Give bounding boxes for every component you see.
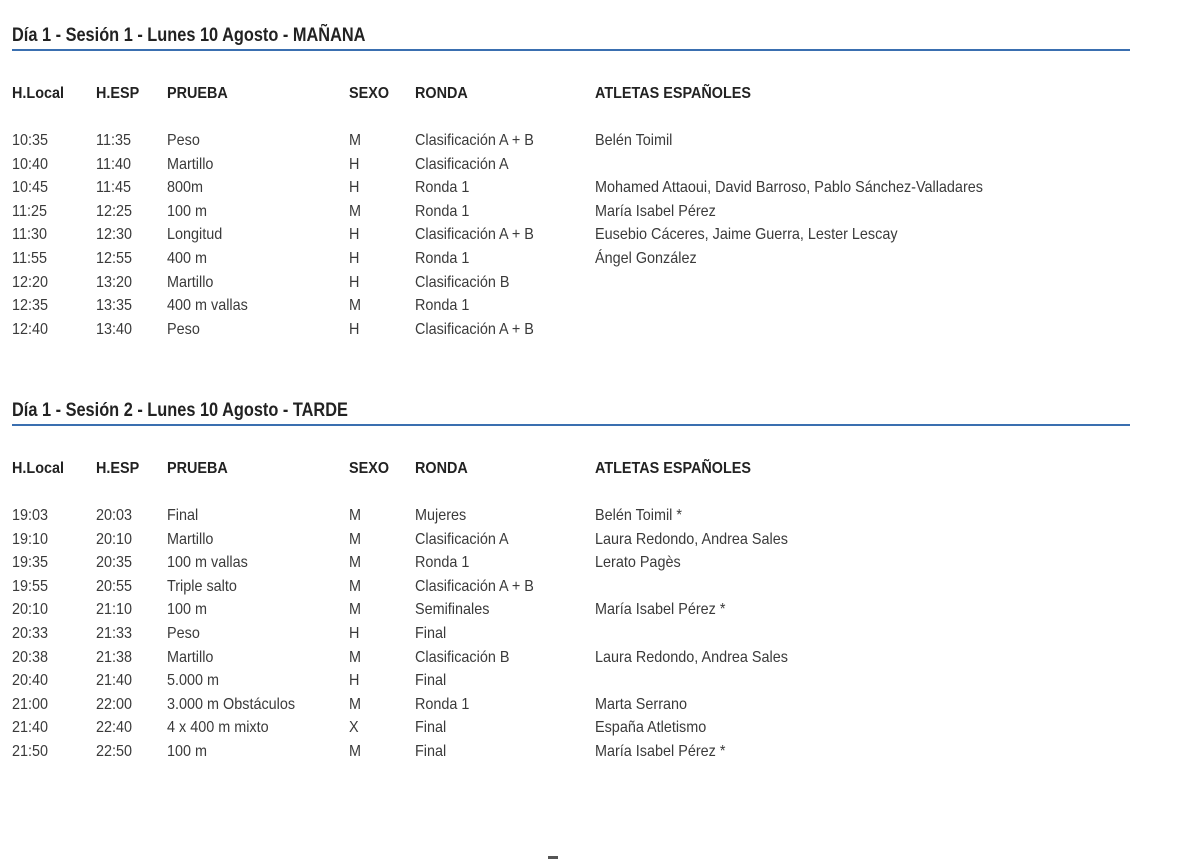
cell-atletas: Marta Serrano xyxy=(595,695,688,713)
table-row xyxy=(12,202,1130,226)
cell-h-esp: 21:40 xyxy=(96,672,133,690)
session-title: Día 1 - Sesión 2 - Lunes 10 Agosto - TARDE xyxy=(12,400,348,421)
cell-h-esp: 12:30 xyxy=(96,226,133,244)
cell-h-esp: 20:55 xyxy=(96,577,133,595)
header-h-esp: H.ESP xyxy=(96,460,140,477)
cell-h-local: 11:25 xyxy=(12,202,47,220)
header-sexo: SEXO xyxy=(349,460,390,477)
cell-sexo: M xyxy=(349,530,361,548)
cell-sexo: M xyxy=(349,648,361,666)
cell-prueba: 100 m xyxy=(167,601,208,619)
cell-h-esp: 12:25 xyxy=(96,202,133,220)
cell-sexo: M xyxy=(349,601,361,619)
cell-atletas: María Isabel Pérez * xyxy=(595,601,726,619)
cell-sexo: M xyxy=(349,507,361,524)
cell-atletas: Belén Toimil * xyxy=(595,507,682,524)
table-row xyxy=(12,273,1130,297)
cell-ronda: Clasificación A + B xyxy=(415,577,534,595)
cell-h-local: 21:00 xyxy=(12,695,49,713)
cell-ronda: Clasificación A xyxy=(415,155,509,173)
cell-h-local: 21:40 xyxy=(12,719,49,737)
cell-prueba: Martillo xyxy=(167,648,214,666)
cell-sexo: H xyxy=(349,155,360,173)
header-atletas: ATLETAS ESPAÑOLES xyxy=(595,85,752,102)
cell-prueba: Triple salto xyxy=(167,577,237,595)
cell-h-esp: 13:20 xyxy=(96,273,133,291)
cell-sexo: M xyxy=(349,202,361,220)
cell-ronda: Final xyxy=(415,719,447,737)
cell-atletas: Laura Redondo, Andrea Sales xyxy=(595,648,788,666)
table-row xyxy=(12,718,1130,742)
cell-h-local: 10:40 xyxy=(12,155,49,173)
cell-prueba: 400 m xyxy=(167,249,208,267)
cell-ronda: Ronda 1 xyxy=(415,202,470,220)
table-row xyxy=(12,178,1130,202)
cell-h-local: 20:10 xyxy=(12,601,49,619)
table-row xyxy=(12,506,1130,530)
cell-ronda: Mujeres xyxy=(415,507,467,524)
cell-atletas: Mohamed Attaoui, David Barroso, Pablo Sánchez-Valladares xyxy=(595,179,983,197)
cell-prueba: 100 m xyxy=(167,742,208,760)
cell-h-esp: 21:38 xyxy=(96,648,133,666)
cell-atletas: Lerato Pagès xyxy=(595,554,681,572)
cell-prueba: Longitud xyxy=(167,226,223,244)
cell-h-local: 20:40 xyxy=(12,672,49,690)
session-title: Día 1 - Sesión 1 - Lunes 10 Agosto - MAÑANA xyxy=(12,25,366,46)
cell-h-local: 19:03 xyxy=(12,507,49,524)
cell-sexo: H xyxy=(349,179,360,197)
cell-h-local: 12:35 xyxy=(12,297,49,315)
table-header xyxy=(12,460,1130,480)
table-row xyxy=(12,600,1130,624)
cell-h-esp: 21:33 xyxy=(96,624,133,642)
header-ronda: RONDA xyxy=(415,85,468,102)
table-row xyxy=(12,648,1130,672)
table-row xyxy=(12,624,1130,648)
cell-prueba: 100 m xyxy=(167,202,208,220)
cell-prueba: 5.000 m xyxy=(167,672,220,690)
table-row xyxy=(12,249,1130,273)
table-row xyxy=(12,671,1130,695)
cell-h-local: 19:10 xyxy=(12,530,49,548)
cell-h-local: 20:38 xyxy=(12,648,49,666)
table-row xyxy=(12,695,1130,719)
table-header xyxy=(12,85,1130,105)
cell-sexo: X xyxy=(349,719,359,737)
cell-sexo: M xyxy=(349,742,361,760)
divider xyxy=(12,424,1130,426)
cell-sexo: M xyxy=(349,554,361,572)
cell-sexo: M xyxy=(349,297,361,315)
cell-h-local: 19:35 xyxy=(12,554,49,572)
page-mark xyxy=(548,856,558,859)
table-row xyxy=(12,577,1130,601)
cell-ronda: Ronda 1 xyxy=(415,249,470,267)
cell-h-esp: 12:55 xyxy=(96,249,133,267)
cell-sexo: M xyxy=(349,132,361,149)
cell-prueba: 400 m vallas xyxy=(167,297,248,315)
cell-atletas: España Atletismo xyxy=(595,719,707,737)
cell-atletas: Eusebio Cáceres, Jaime Guerra, Lester Lescay xyxy=(595,226,898,244)
cell-h-esp: 11:35 xyxy=(96,132,131,149)
cell-ronda: Ronda 1 xyxy=(415,297,470,315)
cell-h-esp: 20:10 xyxy=(96,530,133,548)
cell-ronda: Clasificación A + B xyxy=(415,132,534,149)
session-2 xyxy=(12,399,1130,766)
cell-sexo: H xyxy=(349,624,360,642)
cell-h-esp: 13:40 xyxy=(96,320,133,338)
table-body xyxy=(12,506,1130,766)
cell-ronda: Clasificación A + B xyxy=(415,226,534,244)
header-prueba: PRUEBA xyxy=(167,460,228,477)
cell-h-esp: 11:45 xyxy=(96,179,131,197)
cell-ronda: Ronda 1 xyxy=(415,179,470,197)
session-1 xyxy=(12,24,1130,343)
cell-ronda: Clasificación A + B xyxy=(415,320,534,338)
cell-sexo: M xyxy=(349,577,361,595)
table-row xyxy=(12,225,1130,249)
cell-h-local: 20:33 xyxy=(12,624,49,642)
cell-sexo: M xyxy=(349,695,361,713)
cell-ronda: Final xyxy=(415,672,447,690)
cell-atletas: María Isabel Pérez xyxy=(595,202,716,220)
cell-ronda: Ronda 1 xyxy=(415,695,470,713)
header-h-local: H.Local xyxy=(12,460,65,477)
cell-h-local: 12:40 xyxy=(12,320,49,338)
table-body xyxy=(12,131,1130,343)
cell-h-local: 10:35 xyxy=(12,132,49,149)
cell-atletas: María Isabel Pérez * xyxy=(595,742,726,760)
table-row xyxy=(12,155,1130,179)
cell-atletas: Laura Redondo, Andrea Sales xyxy=(595,530,788,548)
cell-prueba: Martillo xyxy=(167,273,214,291)
cell-atletas: Belén Toimil xyxy=(595,132,673,149)
cell-sexo: H xyxy=(349,249,360,267)
cell-h-esp: 11:40 xyxy=(96,155,131,173)
divider xyxy=(12,49,1130,51)
cell-ronda: Clasificación B xyxy=(415,648,510,666)
cell-h-local: 11:30 xyxy=(12,226,47,244)
cell-h-local: 21:50 xyxy=(12,742,49,760)
cell-ronda: Final xyxy=(415,624,447,642)
cell-prueba: 800m xyxy=(167,179,204,197)
table-row xyxy=(12,530,1130,554)
cell-h-local: 12:20 xyxy=(12,273,49,291)
table-row xyxy=(12,296,1130,320)
header-sexo: SEXO xyxy=(349,85,390,102)
cell-h-local: 19:55 xyxy=(12,577,49,595)
cell-ronda: Final xyxy=(415,742,447,760)
header-h-local: H.Local xyxy=(12,85,65,102)
cell-atletas: Ángel González xyxy=(595,249,697,267)
table-row xyxy=(12,131,1130,155)
cell-h-esp: 22:50 xyxy=(96,742,133,760)
cell-h-local: 10:45 xyxy=(12,179,49,197)
cell-ronda: Ronda 1 xyxy=(415,554,470,572)
cell-prueba: 4 x 400 m mixto xyxy=(167,719,269,737)
cell-prueba: Peso xyxy=(167,132,200,149)
cell-sexo: H xyxy=(349,320,360,338)
header-ronda: RONDA xyxy=(415,460,468,477)
table-row xyxy=(12,320,1130,344)
cell-prueba: Martillo xyxy=(167,155,214,173)
header-prueba: PRUEBA xyxy=(167,85,228,102)
cell-prueba: Final xyxy=(167,507,199,524)
cell-prueba: Peso xyxy=(167,320,200,338)
cell-prueba: Martillo xyxy=(167,530,214,548)
cell-prueba: 100 m vallas xyxy=(167,554,248,572)
cell-ronda: Clasificación A xyxy=(415,530,509,548)
cell-h-esp: 22:40 xyxy=(96,719,133,737)
cell-h-esp: 20:35 xyxy=(96,554,133,572)
cell-sexo: H xyxy=(349,672,360,690)
table-row xyxy=(12,742,1130,766)
cell-prueba: Peso xyxy=(167,624,200,642)
cell-sexo: H xyxy=(349,273,360,291)
cell-h-esp: 13:35 xyxy=(96,297,133,315)
cell-sexo: H xyxy=(349,226,360,244)
cell-ronda: Semifinales xyxy=(415,601,490,619)
cell-h-esp: 21:10 xyxy=(96,601,133,619)
cell-ronda: Clasificación B xyxy=(415,273,510,291)
header-h-esp: H.ESP xyxy=(96,85,140,102)
cell-h-esp: 20:03 xyxy=(96,507,133,524)
cell-h-esp: 22:00 xyxy=(96,695,133,713)
table-row xyxy=(12,553,1130,577)
cell-prueba: 3.000 m Obstáculos xyxy=(167,695,296,713)
header-atletas: ATLETAS ESPAÑOLES xyxy=(595,460,752,477)
cell-h-local: 11:55 xyxy=(12,249,47,267)
